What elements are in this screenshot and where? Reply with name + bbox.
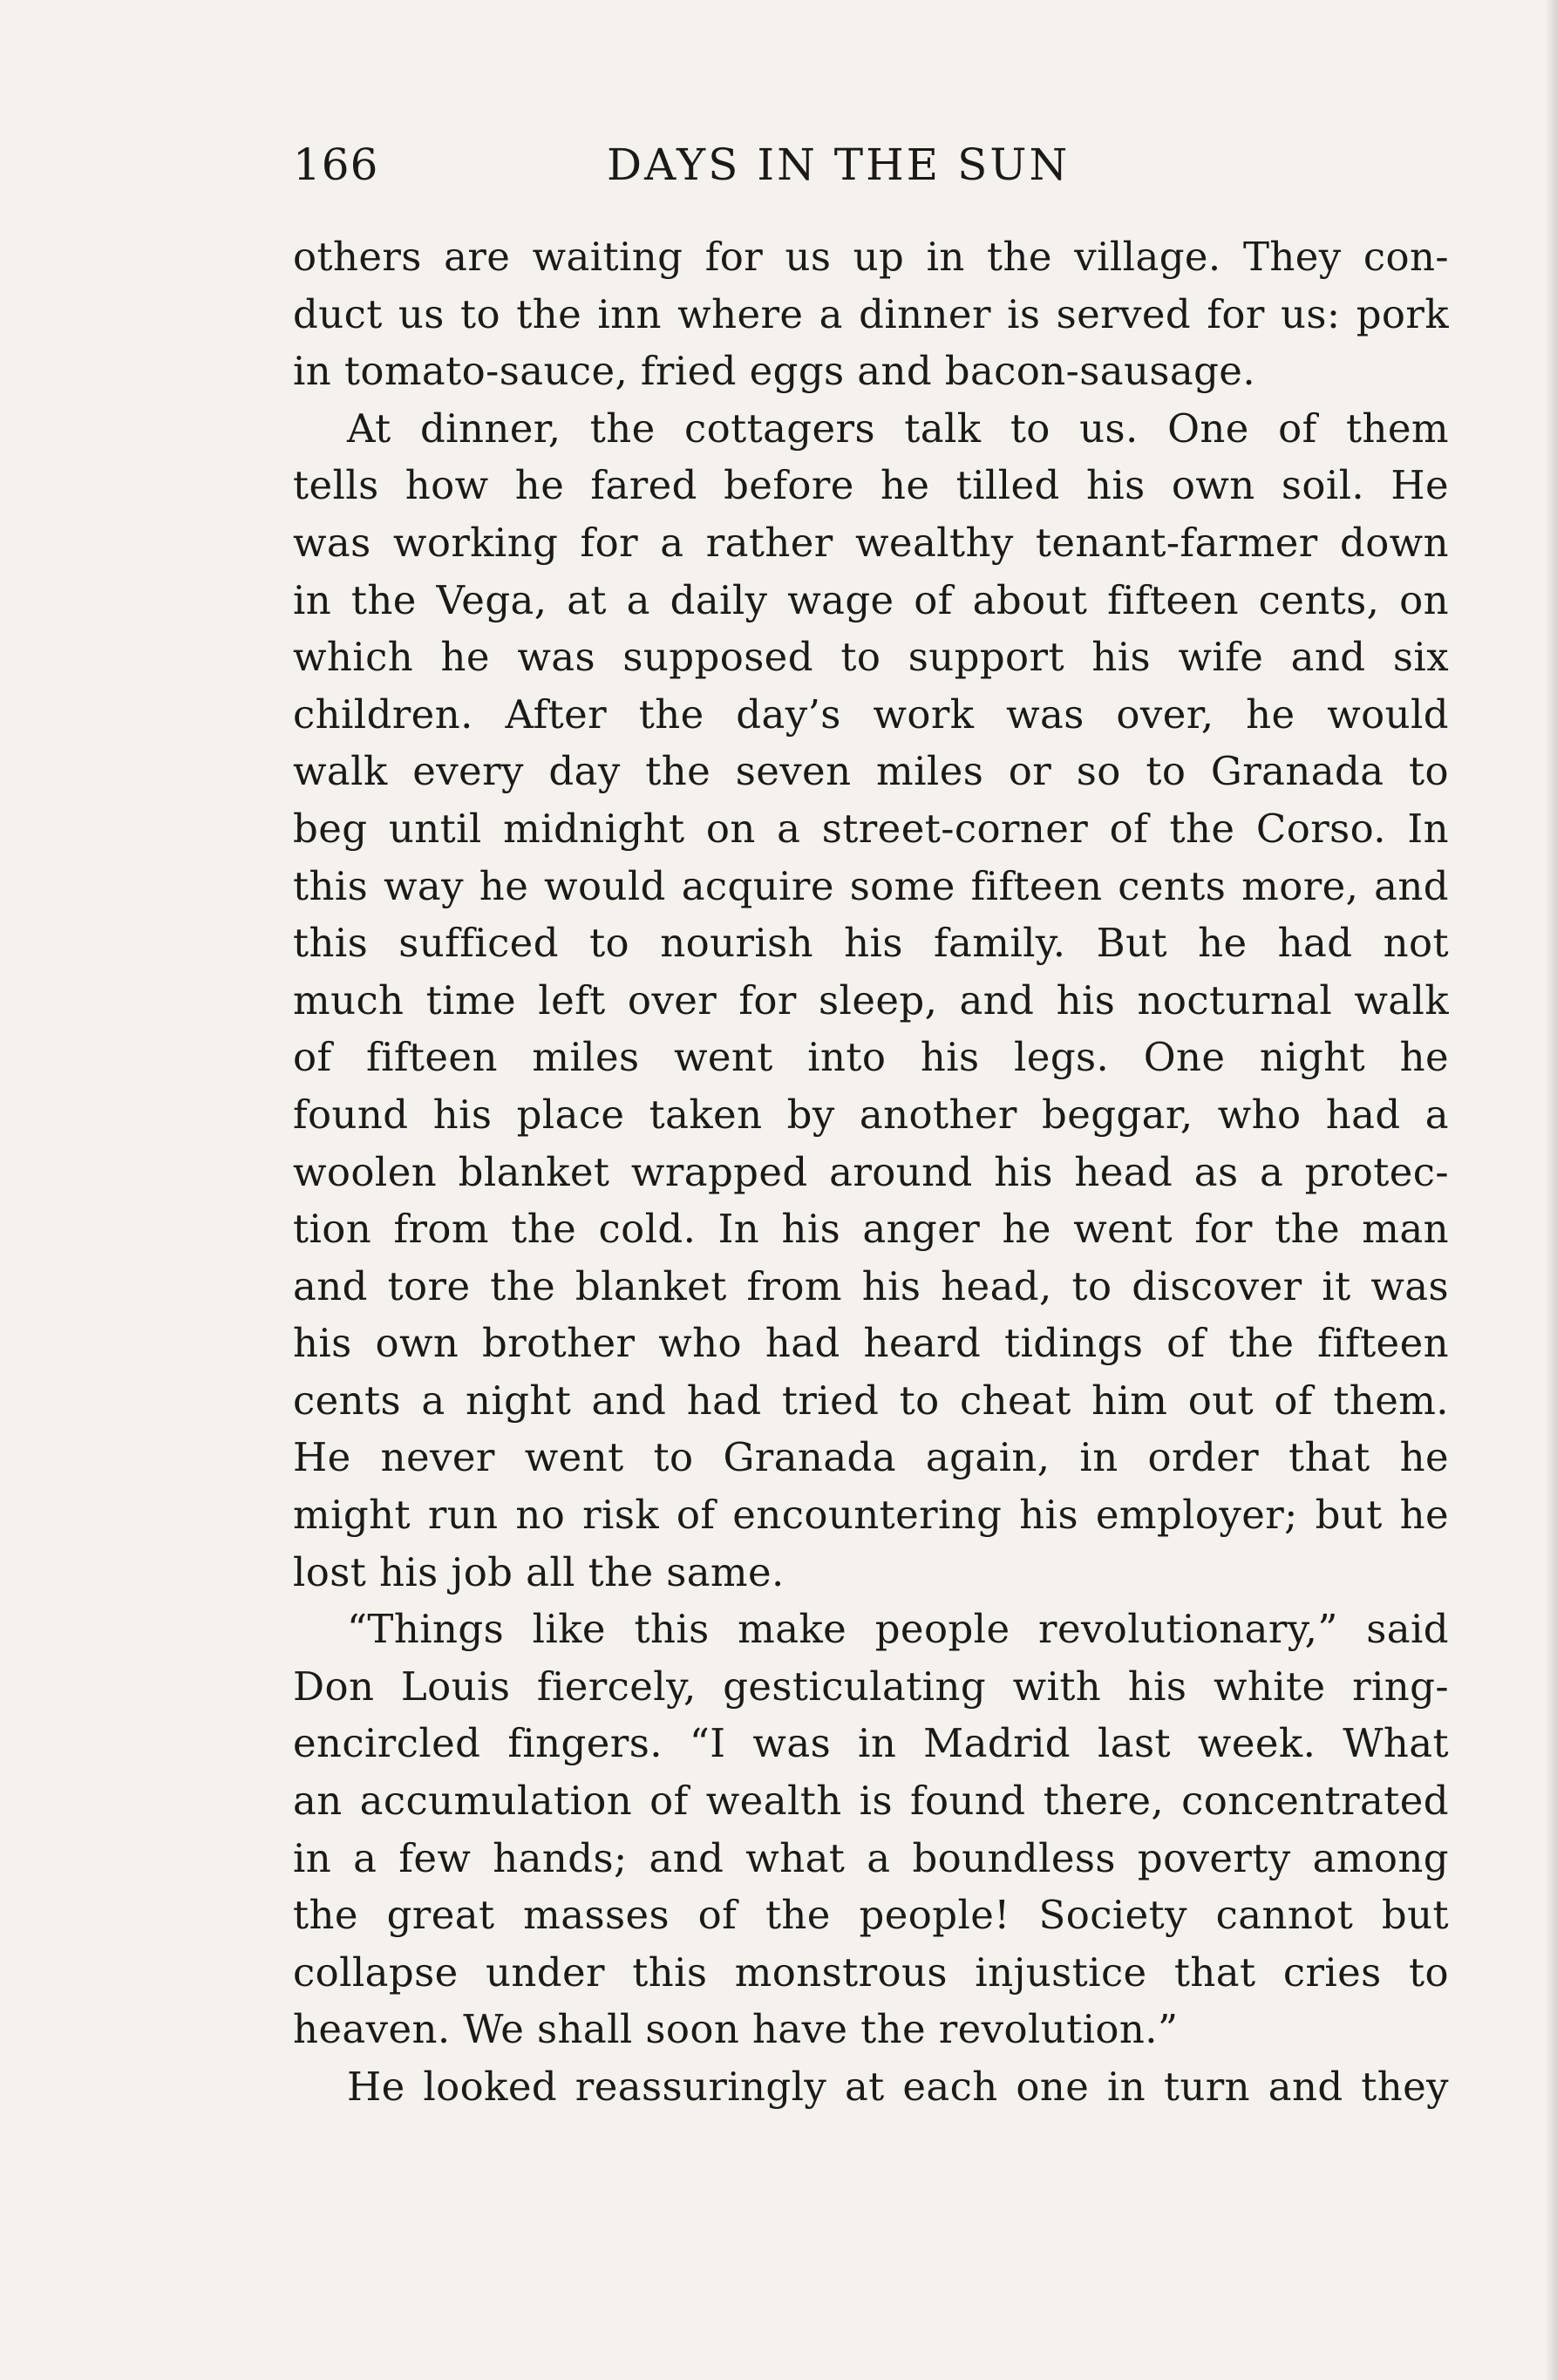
- text-line: the great masses of the people! Society cannot but: [293, 1892, 1449, 1939]
- text-line: was working for a rather wealthy tenant-farmer down: [293, 519, 1449, 566]
- text-line: might run no risk of encountering his employer; but he: [293, 1492, 1449, 1539]
- text-line: in a few hands; and what a boundless poverty among: [293, 1834, 1449, 1881]
- text-line: He looked reassuringly at each one in turn and they: [347, 2064, 1449, 2110]
- text-line: “Things like this make people revolutionary,” said: [347, 1606, 1449, 1653]
- text-line: and tore the blanket from his head, to discover it was: [293, 1262, 1449, 1309]
- text-line: lost his job all the same.: [293, 1548, 785, 1595]
- text-line: At dinner, the cottagers talk to us. One of them: [347, 405, 1449, 452]
- page-number: 166: [293, 139, 379, 190]
- text-line: which he was supposed to support his wife and six: [293, 634, 1449, 681]
- text-line: beg until midnight on a street-corner of the Corso. In: [293, 805, 1449, 852]
- page-header: [293, 139, 1449, 201]
- text-line: in the Vega, at a daily wage of about fifteen cents, on: [293, 576, 1449, 623]
- text-line: tells how he fared before he tilled his own soil. He: [293, 462, 1449, 509]
- text-line: tion from the cold. In his anger he went for the man: [293, 1206, 1449, 1253]
- text-line: cents a night and had tried to cheat him out of them.: [293, 1377, 1449, 1424]
- text-line: woolen blanket wrapped around his head as a protec-: [293, 1148, 1449, 1195]
- text-line: in tomato-sauce, fried eggs and bacon-sausage.: [293, 348, 1256, 395]
- text-line: his own brother who had heard tidings of the fifteen: [293, 1320, 1449, 1367]
- page-edge-shadow: [1545, 0, 1557, 2380]
- body-text: [293, 228, 1449, 2116]
- text-line: heaven. We shall soon have the revolution.”: [293, 2006, 1179, 2053]
- text-line: duct us to the inn where a dinner is served for us: pork: [293, 290, 1449, 337]
- text-line: collapse under this monstrous injustice that cries to: [293, 1948, 1449, 1996]
- text-line: walk every day the seven miles or so to Granada to: [293, 748, 1449, 795]
- text-line: this sufficed to nourish his family. But he had not: [293, 920, 1449, 967]
- text-line: much time left over for sleep, and his nocturnal walk: [293, 976, 1449, 1023]
- text-line: Don Louis fiercely, gesticulating with his white ring-: [293, 1663, 1449, 1710]
- text-line: children. After the day’s work was over, he would: [293, 690, 1449, 738]
- text-line: found his place taken by another beggar, who had a: [293, 1091, 1449, 1138]
- text-line: He never went to Granada again, in order that he: [293, 1434, 1449, 1481]
- text-line: of fifteen miles went into his legs. One night he: [293, 1034, 1449, 1081]
- text-line: an accumulation of wealth is found there, concentrated: [293, 1778, 1449, 1825]
- text-line: this way he would acquire some fifteen cents more, and: [293, 862, 1449, 909]
- text-line: others are waiting for us up in the village. They con-: [293, 234, 1449, 280]
- running-head: DAYS IN THE SUN: [607, 139, 1071, 190]
- text-line: encircled fingers. “I was in Madrid last week. What: [293, 1720, 1449, 1767]
